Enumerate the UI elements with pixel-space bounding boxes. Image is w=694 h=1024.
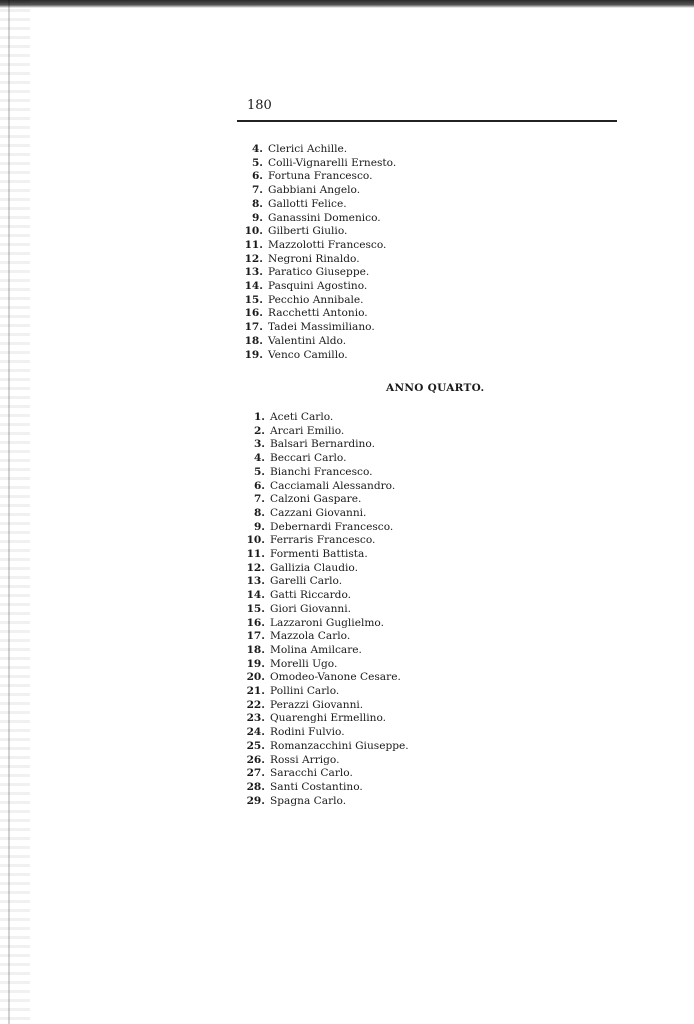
list-item: [243, 466, 409, 480]
list-item: [243, 671, 409, 685]
item-number: 11.: [246, 548, 265, 561]
list-item: [241, 321, 396, 335]
item-number: 14.: [244, 280, 263, 293]
item-number: 23.: [246, 712, 265, 725]
item-number: 17.: [244, 321, 263, 334]
section-heading: ANNO QUARTO.: [386, 382, 485, 394]
item-name: Ferraris Francesco.: [270, 534, 376, 547]
list-item: [241, 266, 396, 280]
list-item: [243, 685, 409, 699]
item-name: Saracchi Carlo.: [270, 767, 353, 780]
item-name: Aceti Carlo.: [270, 411, 334, 423]
item-number: 29.: [246, 794, 265, 807]
list-item: [243, 562, 409, 576]
item-number: 15.: [246, 602, 265, 615]
list-item: [243, 438, 409, 452]
list-item: [241, 225, 396, 239]
list-item: [243, 617, 409, 631]
item-name: Gabbiani Angelo.: [268, 184, 361, 197]
list-item: [243, 452, 409, 466]
item-number: 26.: [246, 753, 265, 766]
item-name: Gilberti Giulio.: [268, 225, 348, 238]
item-name: Negroni Rinaldo.: [268, 252, 360, 265]
item-name: Fortuna Francesco.: [268, 170, 373, 183]
item-name: Gallotti Felice.: [268, 197, 347, 210]
student-list-continued: [241, 143, 396, 362]
list-item: [243, 658, 409, 672]
student-list-anno-quarto: [243, 411, 409, 808]
list-item: [243, 603, 409, 617]
item-number: 22.: [246, 698, 265, 711]
page-top-edge: [0, 0, 694, 8]
list-item: [241, 280, 396, 294]
item-name: Arcari Emilio.: [270, 424, 345, 437]
list-item: [243, 493, 409, 507]
item-number: 12.: [246, 561, 265, 574]
item-number: 10.: [246, 534, 265, 547]
page-number: 180: [247, 98, 272, 113]
item-number: 8.: [251, 197, 263, 210]
item-name: Garelli Carlo.: [270, 575, 343, 588]
list-item: [243, 740, 409, 754]
item-name: Clerici Achille.: [268, 143, 348, 155]
item-number: 16.: [246, 616, 265, 629]
item-number: 16.: [244, 307, 263, 320]
item-number: 7.: [253, 493, 265, 506]
item-number: 27.: [246, 767, 265, 780]
list-item: [243, 534, 409, 548]
list-item: [241, 184, 396, 198]
item-name: Spagna Carlo.: [270, 794, 347, 807]
list-item: [243, 767, 409, 781]
item-name: Pollini Carlo.: [270, 685, 340, 698]
item-number: 17.: [246, 630, 265, 643]
item-name: Cazzani Giovanni.: [270, 506, 367, 519]
item-number: 9.: [253, 520, 265, 533]
header-rule: [237, 120, 617, 122]
item-number: 2.: [253, 424, 265, 437]
item-number: 12.: [244, 252, 263, 265]
item-number: 5.: [253, 465, 265, 478]
item-number: 10.: [244, 225, 263, 238]
item-name: Balsari Bernardino.: [270, 438, 375, 451]
item-name: Molina Amilcare.: [270, 643, 362, 656]
list-item: [241, 307, 396, 321]
item-number: 25.: [246, 739, 265, 752]
item-number: 19.: [246, 657, 265, 670]
item-name: Bianchi Francesco.: [270, 465, 373, 478]
item-number: 19.: [244, 348, 263, 361]
item-number: 24.: [246, 726, 265, 739]
item-name: Mazzola Carlo.: [270, 630, 351, 643]
item-name: Beccari Carlo.: [270, 452, 347, 465]
list-item: [241, 170, 396, 184]
item-name: Quarenghi Ermellino.: [270, 712, 386, 725]
list-item: [243, 644, 409, 658]
item-name: Lazzaroni Guglielmo.: [270, 616, 384, 629]
item-name: Rossi Arrigo.: [270, 753, 340, 766]
item-number: 3.: [253, 438, 265, 451]
list-item: [243, 480, 409, 494]
item-name: Rodini Fulvio.: [270, 726, 345, 739]
list-item: [243, 548, 409, 562]
list-item: [243, 712, 409, 726]
item-number: 28.: [246, 780, 265, 793]
list-item: [243, 575, 409, 589]
item-number: 5.: [251, 156, 263, 169]
item-name: Gallizia Claudio.: [270, 561, 358, 574]
item-name: Gatti Riccardo.: [270, 589, 351, 602]
list-item: [243, 425, 409, 439]
item-name: Valentini Aldo.: [268, 334, 347, 347]
item-name: Omodeo-Vanone Cesare.: [270, 671, 401, 684]
item-name: Venco Camillo.: [268, 348, 348, 361]
item-name: Tadei Massimiliano.: [268, 321, 375, 334]
item-number: 13.: [244, 266, 263, 279]
item-name: Santi Costantino.: [270, 780, 363, 793]
list-item: [243, 726, 409, 740]
item-number: 6.: [251, 170, 263, 183]
list-item: [243, 507, 409, 521]
item-name: Paratico Giuseppe.: [268, 266, 370, 279]
item-name: Cacciamali Alessandro.: [270, 479, 396, 492]
item-name: Pasquini Agostino.: [268, 280, 368, 293]
list-item: [241, 239, 396, 253]
list-item: [243, 411, 409, 425]
item-name: Calzoni Gaspare.: [270, 493, 362, 506]
item-name: Formenti Battista.: [270, 548, 368, 561]
list-item: [241, 335, 396, 349]
list-item: [241, 294, 396, 308]
item-name: Romanzacchini Giuseppe.: [270, 739, 409, 752]
item-number: 8.: [253, 506, 265, 519]
item-name: Colli-Vignarelli Ernesto.: [268, 156, 397, 169]
item-number: 13.: [246, 575, 265, 588]
list-item: [243, 589, 409, 603]
list-item: [243, 521, 409, 535]
item-name: Mazzolotti Francesco.: [268, 238, 387, 251]
item-number: 4.: [251, 143, 263, 155]
item-number: 18.: [244, 334, 263, 347]
item-number: 11.: [244, 238, 263, 251]
item-name: Racchetti Antonio.: [268, 307, 368, 320]
list-item: [243, 754, 409, 768]
item-number: 4.: [253, 452, 265, 465]
list-item: [241, 212, 396, 226]
list-item: [243, 781, 409, 795]
item-name: Pecchio Annibale.: [268, 293, 364, 306]
list-item: [241, 157, 396, 171]
item-number: 6.: [253, 479, 265, 492]
list-item: [241, 349, 396, 363]
list-item: [241, 143, 396, 157]
item-name: Morelli Ugo.: [270, 657, 338, 670]
item-name: Giori Giovanni.: [270, 602, 351, 615]
item-number: 1.: [253, 411, 265, 423]
item-number: 21.: [246, 685, 265, 698]
list-item: [241, 198, 396, 212]
list-item: [243, 630, 409, 644]
item-name: Perazzi Giovanni.: [270, 698, 364, 711]
item-number: 14.: [246, 589, 265, 602]
item-number: 18.: [246, 643, 265, 656]
item-number: 7.: [251, 184, 263, 197]
list-item: [243, 795, 409, 809]
item-number: 20.: [246, 671, 265, 684]
list-item: [241, 253, 396, 267]
item-name: Ganassini Domenico.: [268, 211, 381, 224]
list-item: [243, 699, 409, 713]
item-number: 9.: [251, 211, 263, 224]
binding-edge: [0, 0, 30, 1024]
item-name: Debernardi Francesco.: [270, 520, 394, 533]
item-number: 15.: [244, 293, 263, 306]
